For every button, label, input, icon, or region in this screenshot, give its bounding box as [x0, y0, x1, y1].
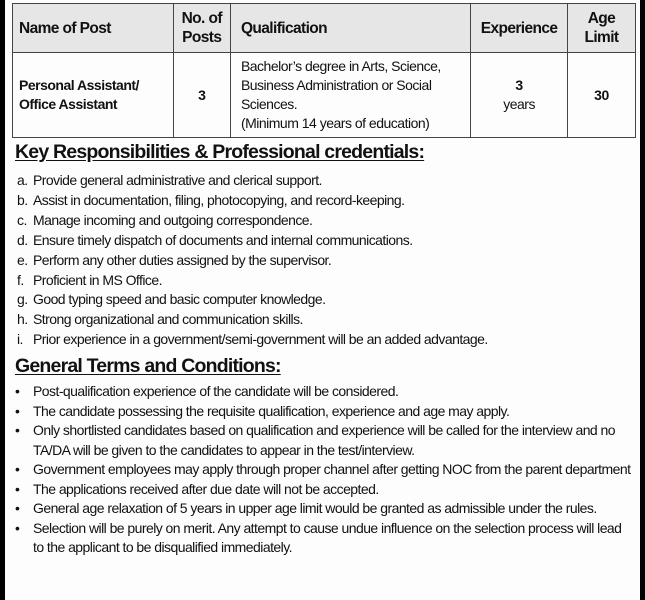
item-letter: d. [17, 231, 28, 248]
item-letter: a. [17, 172, 28, 188]
bullet-icon: • [15, 480, 20, 497]
header-age-line2: Limit [584, 29, 619, 46]
item-letter: f. [17, 271, 24, 288]
item-letter: c. [17, 211, 27, 228]
post-name-line2: Office Assistant [19, 96, 118, 112]
list-item [13, 519, 633, 558]
item-text: Perform any other duties assigned by the supervisor. [33, 251, 332, 268]
item-letter: i. [17, 331, 23, 348]
item-letter: g. [17, 291, 28, 308]
item-letter: h. [17, 311, 28, 328]
item-text: Prior experience in a government/semi-government will be an added advantage. [33, 331, 488, 348]
list-item [17, 231, 488, 251]
job-advertisement-page [5, 0, 640, 600]
item-text: Ensure timely dispatch of documents and internal communications. [33, 231, 413, 248]
table-row [13, 53, 636, 138]
item-text: Manage incoming and outgoing correspondence. [33, 211, 313, 228]
item-text: Only shortlisted candidates based on qualification and experience will be called for the interview and no TA/DA will be given to the candidates to appear in the test/interview. [33, 422, 615, 458]
bullet-icon: • [15, 500, 20, 516]
cell-qualification [230, 53, 470, 138]
item-text: Good typing speed and basic computer knowledge. [33, 291, 326, 308]
item-text: Government employees may apply through proper channel after getting NOC from the parent department [33, 461, 631, 477]
cell-experience [471, 53, 568, 138]
header-no-of-posts-line1: No. of [181, 10, 222, 27]
experience-unit: years [503, 96, 535, 112]
item-text: Assist in documentation, filing, photocopying, and record-keeping. [33, 191, 405, 208]
bullet-icon: • [15, 422, 20, 438]
list-item [17, 251, 488, 271]
cell-num-posts: 3 [173, 53, 230, 138]
cell-age-limit: 30 [567, 53, 635, 138]
item-text: Post-qualification experience of the candidate will be considered. [33, 383, 399, 399]
item-letter: b. [17, 191, 28, 208]
header-no-of-posts [173, 4, 230, 53]
item-text: Strong organizational and communication skills. [33, 311, 303, 328]
posts-table [12, 3, 636, 138]
item-text: Selection will be purely on merit. Any attempt to cause undue influence on the selection process will lead to the applicant to be disqualified immediately. [33, 519, 622, 555]
header-name-of-post [13, 4, 174, 53]
list-item [17, 191, 488, 211]
terms-list [13, 382, 633, 558]
responsibilities-heading: Key Responsibilities & Professional credentials: [15, 141, 425, 163]
experience-value: 3 [515, 77, 523, 93]
post-name-line1: Personal Assistant/ [19, 77, 139, 93]
header-experience-label: Experience [480, 19, 558, 37]
terms-heading: General Terms and Conditions: [15, 355, 281, 377]
list-item [13, 460, 633, 480]
item-text: Provide general administrative and clerical support. [33, 172, 322, 188]
item-text: The applications received after due date will not be accepted. [33, 480, 379, 497]
header-qualification [230, 4, 470, 53]
header-no-of-posts-line2: Posts [182, 29, 222, 46]
list-item [13, 382, 633, 402]
qualification-line: Business Administration or Social [240, 77, 432, 93]
item-letter: e. [17, 251, 28, 268]
responsibilities-list [17, 171, 488, 350]
header-qualification-label: Qualification [240, 19, 328, 37]
list-item [17, 211, 488, 231]
list-item [13, 499, 633, 519]
list-item [13, 402, 633, 422]
item-text: Proficient in MS Office. [33, 271, 162, 288]
header-name-label: Name of Post [19, 19, 111, 37]
qualification-line: Bachelor’s degree in Arts, Science, [240, 58, 441, 74]
bullet-icon: • [15, 402, 20, 419]
table-header-row [13, 4, 636, 53]
bullet-icon: • [15, 383, 20, 399]
header-age-limit [567, 4, 635, 53]
item-text: The candidate possessing the requisite qualification, experience and age may apply. [33, 402, 510, 419]
list-item [17, 310, 488, 330]
list-item [17, 271, 488, 291]
list-item [17, 330, 488, 350]
bullet-icon: • [15, 461, 20, 477]
list-item [13, 421, 633, 460]
qualification-line: (Minimum 14 years of education) [240, 115, 430, 131]
cell-post-name [13, 53, 174, 138]
bullet-icon: • [15, 519, 20, 536]
header-age-line1: Age [587, 10, 616, 27]
list-item [13, 480, 633, 500]
list-item [17, 171, 488, 191]
item-text: General age relaxation of 5 years in upper age limit would be granted as admissible under the rules. [33, 500, 597, 516]
header-experience [471, 4, 568, 53]
qualification-line: Sciences. [240, 96, 298, 112]
list-item [17, 290, 488, 310]
